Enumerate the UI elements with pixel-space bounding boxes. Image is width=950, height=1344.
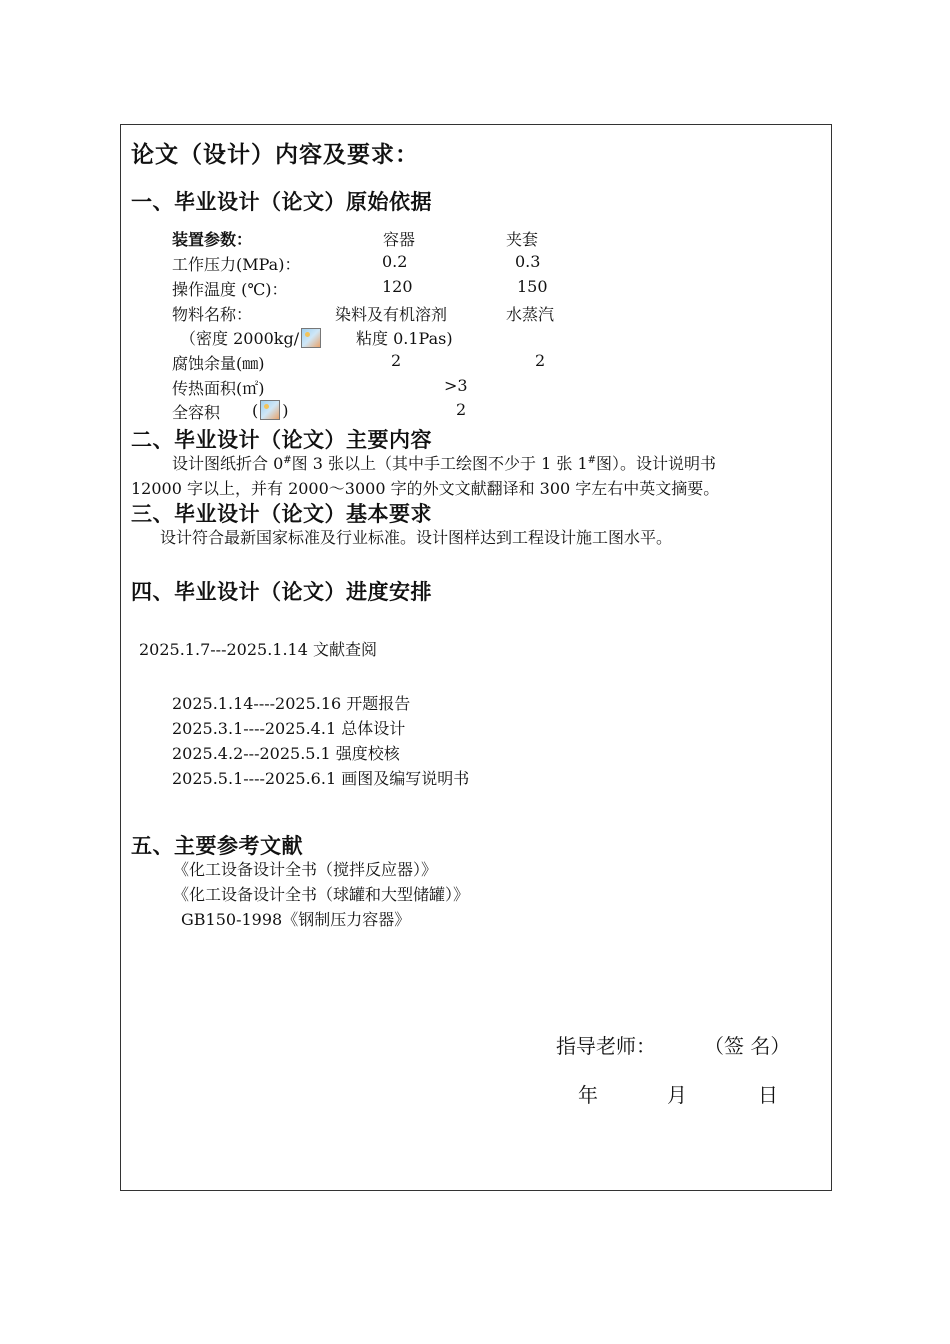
section2-heading: 二、毕业设计（论文）主要内容 [131,427,432,452]
temp-vessel-value: 120 [382,277,413,296]
content-text-c: 图）。设计说明书 [596,454,717,473]
schedule-item: 2025.5.1----2025.6.1 画图及编写说明书 [172,769,470,788]
volume-unit [252,400,289,420]
section5-heading: 五、主要参考文献 [131,833,303,858]
corrosion-jacket-value: 2 [535,351,546,370]
temp-jacket-value: 150 [517,277,548,296]
section1-heading: 一、毕业设计（论文）原始依据 [131,189,432,214]
volume-label: 全容积 [172,403,221,422]
col-vessel-header: 容器 [383,230,416,249]
pressure-jacket-value: 0.3 [515,252,541,271]
material-vessel-value: 染料及有机溶剂 [335,305,448,324]
area-value: >3 [444,376,468,395]
volume-open-paren: ( [252,401,259,420]
reference-item: GB150-1998《钢制压力容器》 [181,910,411,929]
schedule-item: 2025.1.14----2025.16 开题报告 [172,694,411,713]
corrosion-vessel-value: 2 [391,351,402,370]
schedule-item: 2025.1.7---2025.1.14 文献查阅 [139,640,377,659]
section3-heading: 三、毕业设计（论文）基本要求 [131,501,432,526]
viscosity-text: 粘度 0.1Pas) [356,329,453,348]
sup-mark: # [283,455,292,466]
content-line-2: 12000 字以上，并有 2000～3000 字的外文文献翻译和 300 字左右中英文摘要。 [131,479,720,498]
sup-mark: # [587,455,597,466]
density-line [180,326,323,349]
content-text-a: 设计图纸折合 0 [172,454,284,473]
volume-close-paren: ) [282,401,289,420]
content-line-1 [172,451,716,474]
content-text-b: 图 3 张以上（其中手工绘图不少于 1 张 1 [291,454,588,473]
material-label: 物料名称： [172,305,253,324]
col-jacket-header: 夹套 [506,230,539,249]
advisor-label: 指导老师： [556,1034,656,1058]
page-title: 论文（设计）内容及要求： [131,141,419,168]
image-placeholder-icon [301,328,321,348]
params-label: 装置参数： [172,230,253,249]
pressure-label: 工作压力(MPa)： [172,255,301,274]
schedule-item: 2025.4.2---2025.5.1 强度校核 [172,744,400,763]
year-label: 年 [578,1083,598,1107]
volume-value: 2 [456,400,467,419]
requirement-line: 设计符合最新国家标准及行业标准。设计图样达到工程设计施工图水平。 [160,528,673,547]
density-text: （密度 2000kg/ [180,329,300,348]
area-label: 传热面积(㎡) [172,379,265,398]
temp-label: 操作温度 (℃)： [172,280,288,299]
month-label: 月 [667,1083,687,1107]
pressure-vessel-value: 0.2 [382,252,408,271]
reference-item: 《化工设备设计全书（搅拌反应器）》 [173,860,438,879]
day-label: 日 [758,1083,778,1107]
reference-item: 《化工设备设计全书（球罐和大型储罐）》 [173,885,470,904]
sign-label: （签 名） [704,1034,791,1058]
material-jacket-value: 水蒸汽 [506,305,555,324]
corrosion-label: 腐蚀余量(㎜) [172,354,265,373]
schedule-item: 2025.3.1----2025.4.1 总体设计 [172,719,406,738]
image-placeholder-icon [260,400,280,420]
section4-heading: 四、毕业设计（论文）进度安排 [131,579,432,604]
